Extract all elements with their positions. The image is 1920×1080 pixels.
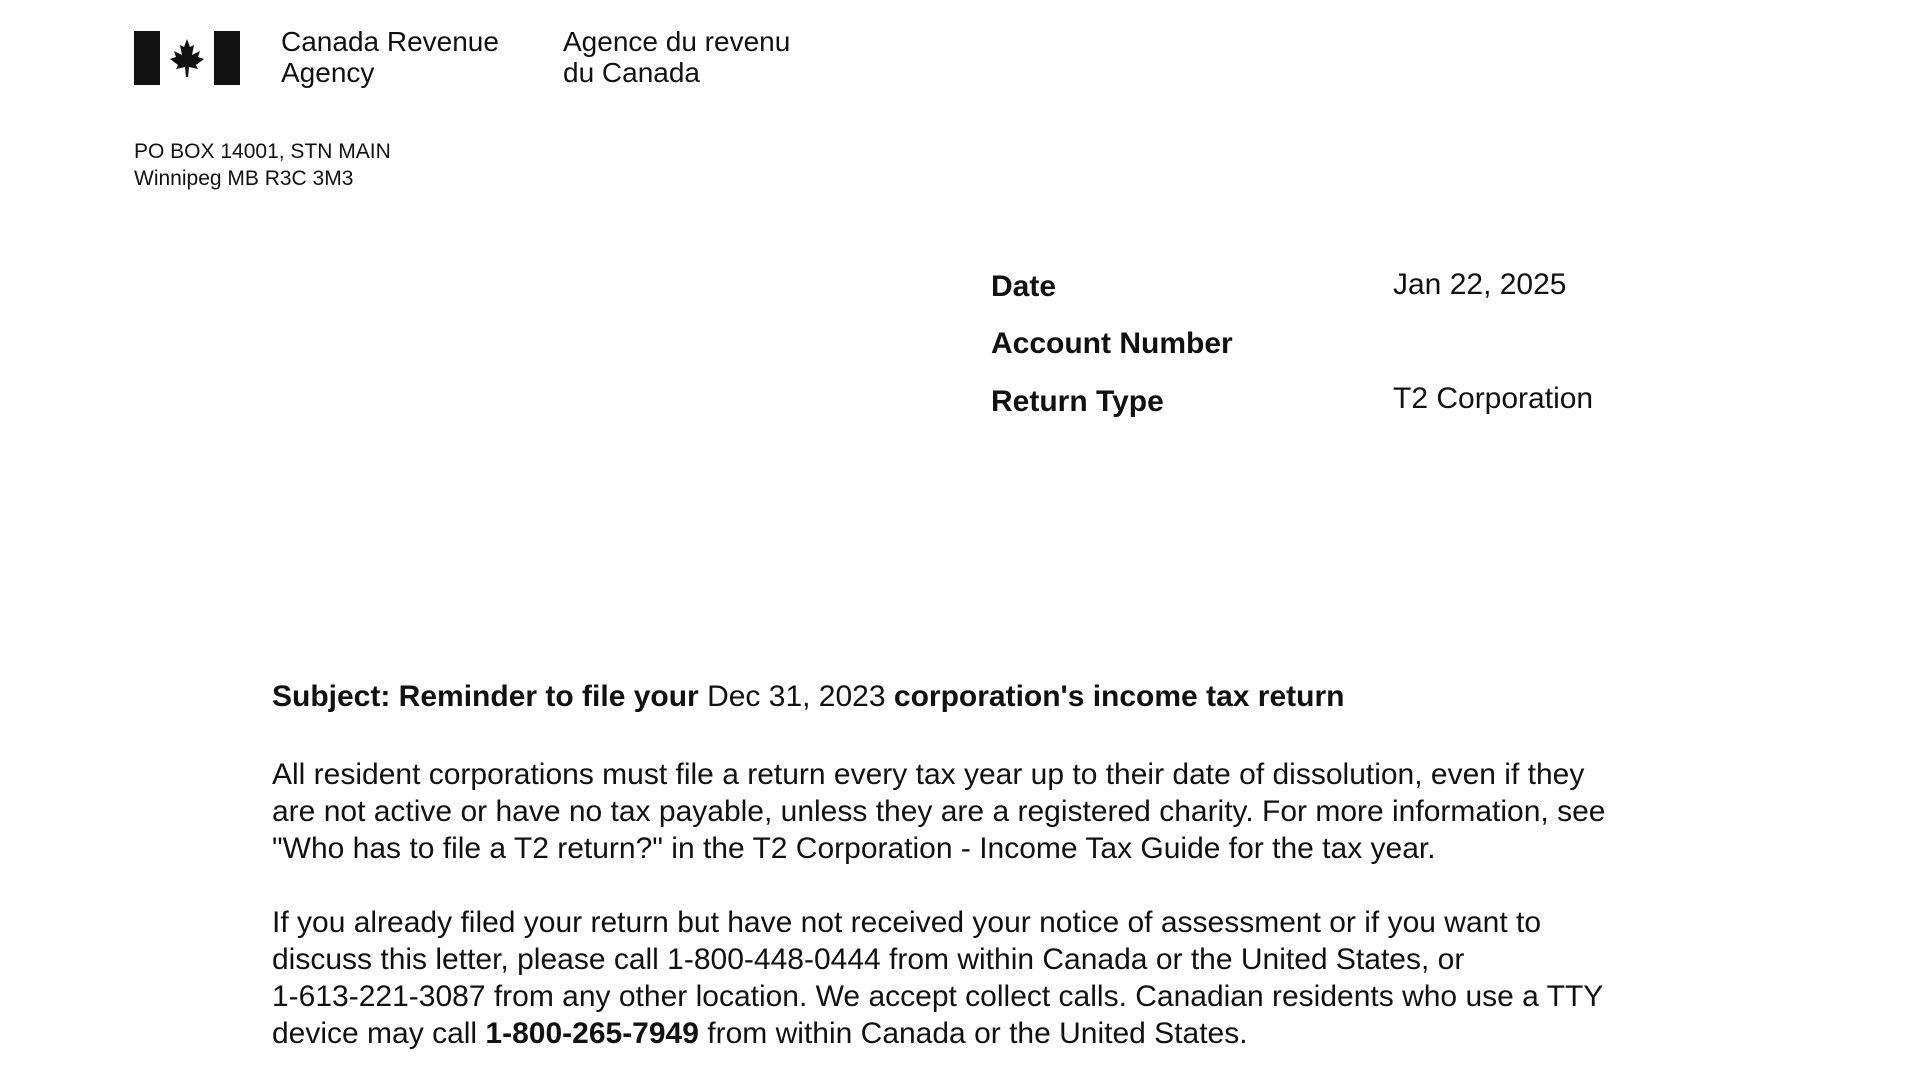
- tty-prefix: device may call: [272, 1017, 478, 1050]
- tty-suffix: from within Canada or the United States.: [707, 1017, 1248, 1050]
- paragraph2-line: discuss this letter, please call 1-800-448-0444 from within Canada or the United States, or: [272, 943, 1465, 976]
- agency-name-en-line2: Agency: [281, 57, 375, 88]
- return-type-value: T2 Corporation: [1393, 382, 1594, 415]
- return-type-label: Return Type: [991, 385, 1164, 418]
- address-line1: PO BOX 14001, STN MAIN: [134, 140, 391, 163]
- canada-flag-logo-icon: [134, 31, 240, 85]
- paragraph2-line: [272, 1015, 1603, 1052]
- subject-prefix: Subject: Reminder to file your: [272, 680, 699, 713]
- date-label: Date: [991, 270, 1057, 303]
- account-number-label: Account Number: [991, 327, 1233, 360]
- date-value: Jan 22, 2025: [1393, 268, 1567, 301]
- agency-name-fr-line1: Agence du revenu: [563, 26, 791, 57]
- paragraph1-line: All resident corporations must file a return every tax year up to their date of dissolution, even if they: [272, 758, 1585, 791]
- agency-name-fr-line2: du Canada: [563, 57, 701, 88]
- paragraph1-line: "Who has to file a T2 return?" in the T2 Corporation - Income Tax Guide for the tax year.: [272, 832, 1436, 865]
- address-line2: Winnipeg MB R3C 3M3: [134, 167, 354, 190]
- subject-date: Dec 31, 2023: [707, 680, 886, 713]
- subject-suffix: corporation's income tax return: [893, 680, 1345, 713]
- agency-name-french: [563, 26, 790, 88]
- agency-name-english: [281, 26, 499, 88]
- paragraph1-line: are not active or have no tax payable, unless they are a registered charity. For more information, see: [272, 795, 1606, 828]
- paragraph-contact-info: [272, 904, 1603, 1052]
- subject-line: [272, 680, 1344, 714]
- paragraph2-line: 1-613-221-3087 from any other location. We accept collect calls. Canadian residents who use a TTY: [272, 980, 1604, 1013]
- return-address: [134, 138, 391, 192]
- agency-name-en-line1: Canada Revenue: [281, 26, 499, 57]
- paragraph2-line: If you already filed your return but have not received your notice of assessment or if you want to: [272, 906, 1542, 939]
- paragraph-filing-requirement: [272, 756, 1605, 867]
- tty-phone-number: 1-800-265-7949: [485, 1017, 699, 1050]
